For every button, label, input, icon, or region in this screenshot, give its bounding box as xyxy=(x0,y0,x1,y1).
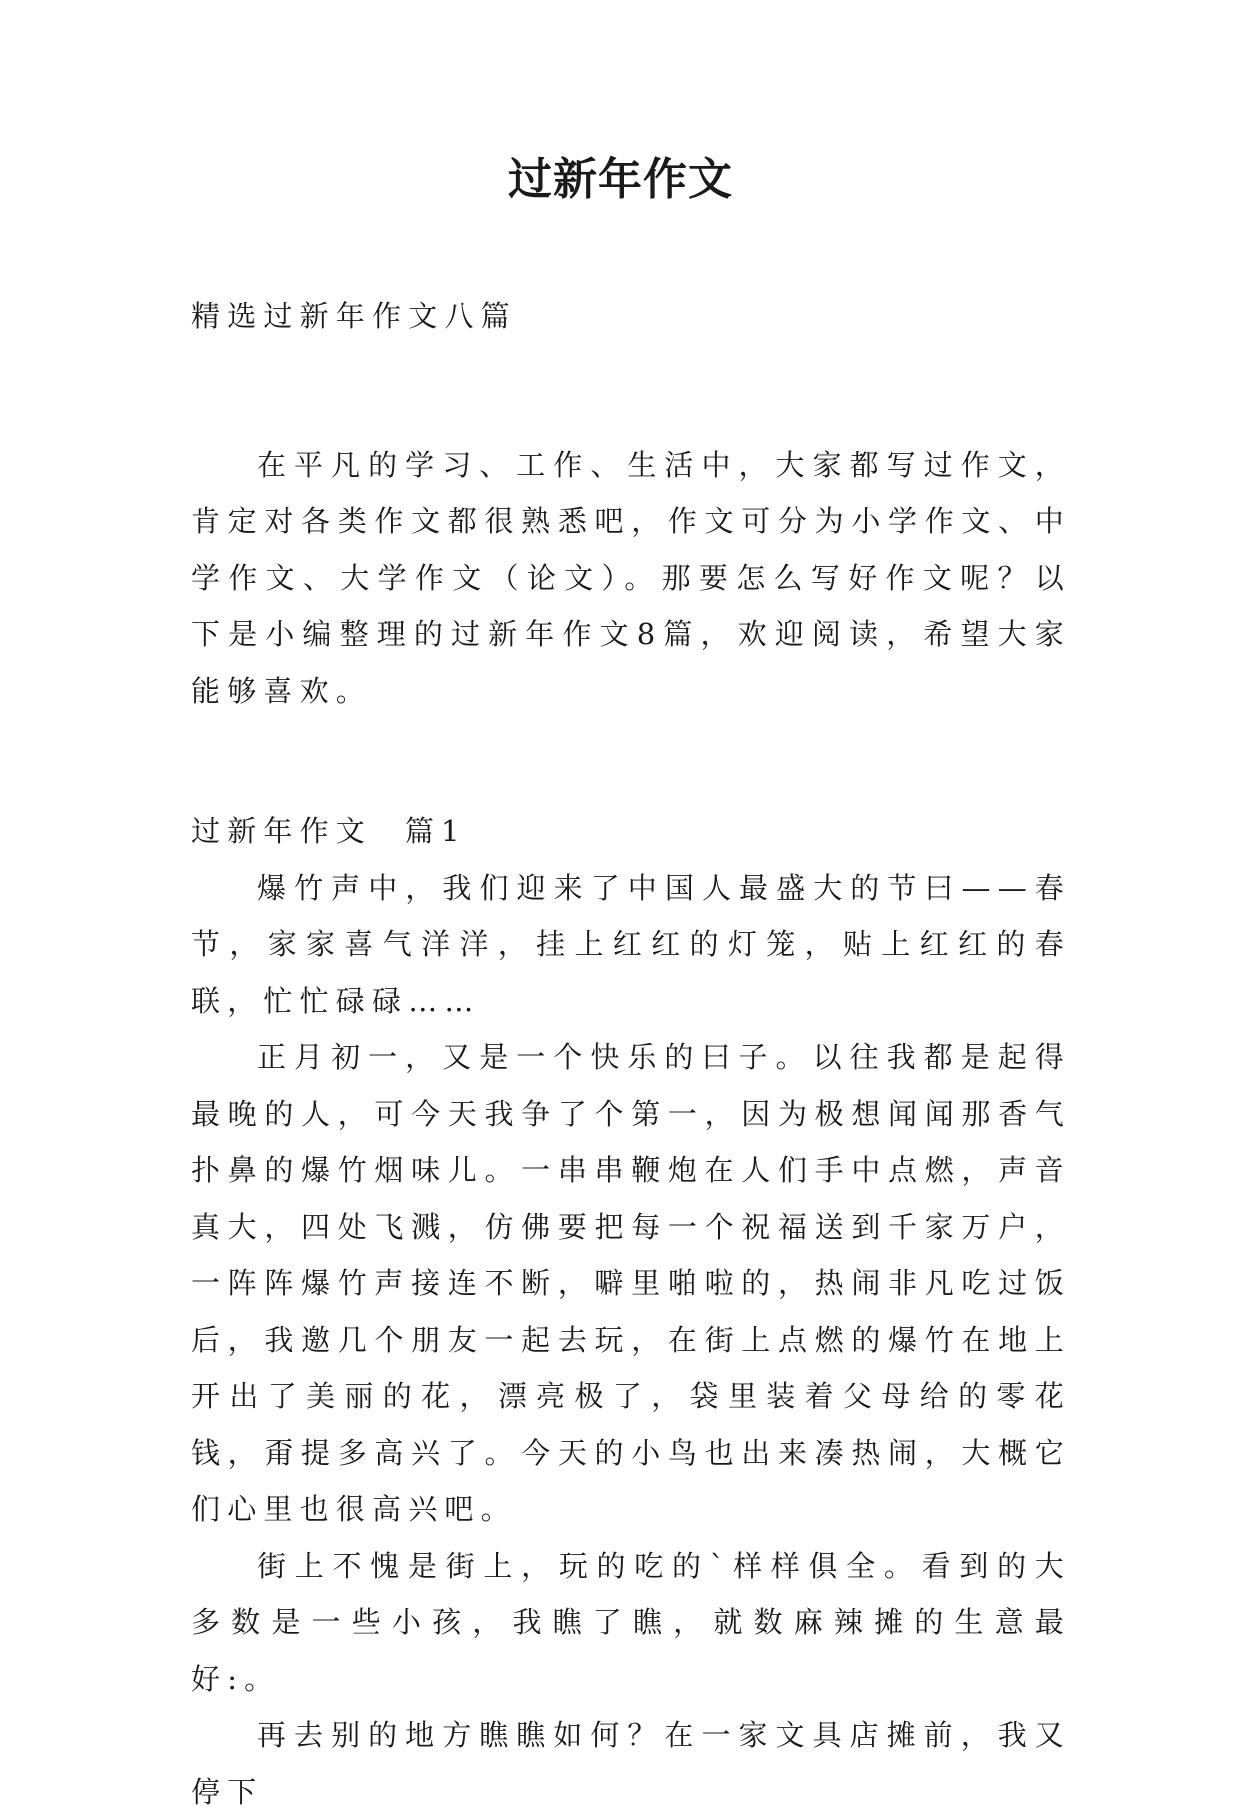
document-title: 过新年作文 xyxy=(508,154,733,205)
body-paragraph: 正月初一，又是一个快乐的曰子。以往我都是起得最晚的人，可今天我争了个第一，因为极想闻闻那香气扑鼻的爆竹烟味儿。一串串鞭炮在人们手中点燃，声音真大，四处飞溅，仿佛要把每一个祝福送到千家万户，一阵阵爆竹声接连不断，噼里啪啦的，热闹非凡吃过饭后，我邀几个朋友一起去玩，在街上点燃的爆竹在地上开出了美丽的花，漂亮极了，袋里装着父母给的零花钱，甭提多高兴了。今天的小鸟也出来凑热闹，大概它们心里也很高兴吧。 xyxy=(191,1040,1071,1526)
spacer xyxy=(191,345,1071,437)
section-heading: 过新年作文 篇1 xyxy=(191,814,467,848)
spacer xyxy=(191,719,1071,803)
intro-paragraph: 在平凡的学习、工作、生活中，大家都写过作文，肯定对各类作文都很熟悉吧，作文可分为小学作文、中学作文、大学作文（论文）。那要怎么写好作文呢？以下是小编整理的过新年作文8篇，欢迎阅读，希望大家能够喜欢。 xyxy=(191,447,1071,708)
body-paragraph: 再去别的地方瞧瞧如何？在一家文具店摊前，我又停下 xyxy=(191,1718,1071,1809)
document-body xyxy=(191,288,1071,1820)
body-paragraph: 爆竹声中，我们迎来了中国人最盛大的节曰——春节，家家喜气洋洋，挂上红红的灯笼，贴上红红的春联，忙忙碌碌…… xyxy=(191,870,1071,1018)
body-paragraph: 街上不愧是街上，玩的吃的`样样俱全。看到的大多数是一些小孩，我瞧了瞧，就数麻辣摊的生意最好:。 xyxy=(191,1548,1071,1696)
document-subtitle: 精选过新年作文八篇 xyxy=(191,299,517,333)
